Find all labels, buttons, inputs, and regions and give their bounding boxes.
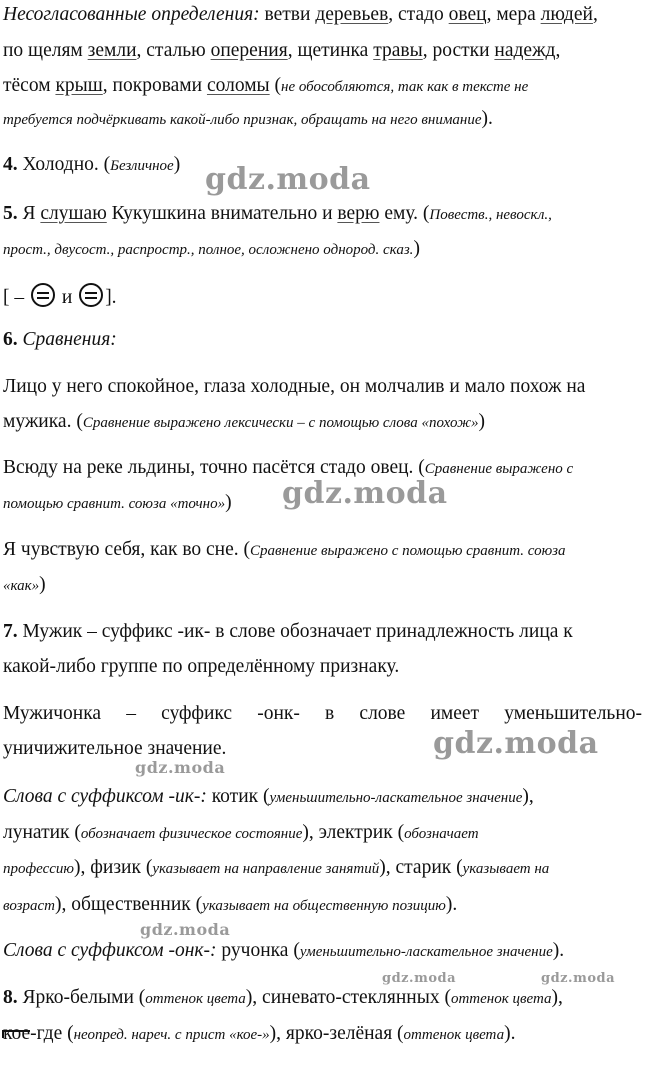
task-8-line-2: кое-где (неопред. нареч. с прист «кое-»), ярко-зелёная (оттенок цвета).	[3, 1023, 516, 1044]
sentence-scheme: [ – и ].	[3, 283, 642, 311]
watermark-logo: gdz.moda	[541, 971, 616, 986]
watermark-logo: gdz.moda	[282, 476, 448, 511]
definitions-line-1: Несогласованные определения: ветви деревьев, стадо овец, мера людей,	[3, 4, 598, 25]
watermark-logo: gdz.moda	[140, 920, 231, 939]
comparison-1-line-2: мужика. (Сравнение выражено лексически – с помощью слова «похож»)	[3, 411, 486, 432]
watermark-logo: gdz.moda	[205, 162, 371, 197]
watermark-logo: gdz.moda	[433, 726, 599, 761]
task-4: 4. Холодно. (Безличное)	[3, 154, 181, 175]
comparison-2-line-2: помощью сравнит. союза «точно»)	[3, 492, 232, 513]
task-6-heading: 6. Сравнения:	[3, 329, 117, 350]
suffix-ik-line-3: профессию), физик (указывает на направление занятий), старик (указывает на	[3, 857, 550, 878]
task-7-line-4: уничижительное значение.	[3, 738, 227, 759]
task-8-line-1: 8. Ярко-белыми (оттенок цвета), синевато-стеклянных (оттенок цвета),	[3, 987, 563, 1008]
predicate-circle-icon	[79, 283, 103, 307]
suffix-ik-line-2: лунатик (обозначает физическое состояние), электрик (обозначает	[3, 822, 479, 843]
suffix-onk-line: Слова с суффиксом -онк-: ручонка (уменьшительно-ласкательное значение).	[3, 940, 565, 961]
comparison-2-line-1: Всюду на реке льдины, точно пасётся стадо овец. (Сравнение выражено с	[3, 457, 574, 478]
definitions-line-4: требуется подчёркивать какой-либо признак, обращать на него внимание).	[3, 108, 493, 129]
watermark-logo: gdz.moda	[382, 971, 457, 986]
comparison-1-line-1: Лицо у него спокойное, глаза холодные, он молчалив и мало похож на	[3, 376, 586, 397]
task-7-line-1: 7. Мужик – суффикс -ик- в слове обозначает принадлежность лица к	[3, 621, 573, 642]
suffix-ik-line-4: возраст), общественник (указывает на общественную позицию).	[3, 894, 458, 915]
prefix-bracket-mark	[2, 1030, 30, 1038]
watermark-logo: gdz.moda	[135, 758, 226, 777]
task-5-line-1: 5. Я слушаю Кукушкина внимательно и верю ему. (Повеств., невоскл.,	[3, 203, 552, 224]
task-7-line-3: Мужичонка – суффикс -онк- в слове имеет уменьшительно-	[3, 703, 642, 724]
definitions-line-2: по щелям земли, сталью оперения, щетинка травы, ростки надежд,	[3, 40, 561, 61]
comparison-3-line-2: «как»)	[3, 574, 46, 595]
comparison-3-line-1: Я чувствую себя, как во сне. (Сравнение выражено с помощью сравнит. союза	[3, 539, 566, 560]
predicate-circle-icon	[31, 283, 55, 307]
definitions-line-3: тёсом крыш, покровами соломы (не обособляются, так как в тексте не	[3, 75, 529, 96]
suffix-ik-line-1: Слова с суффиксом -ик-: котик (уменьшительно-ласкательное значение),	[3, 786, 534, 807]
task-7-line-2: какой-либо группе по определённому признаку.	[3, 656, 400, 677]
task-5-line-2: прост., двусост., распростр., полное, осложнено однород. сказ.)	[3, 238, 420, 259]
